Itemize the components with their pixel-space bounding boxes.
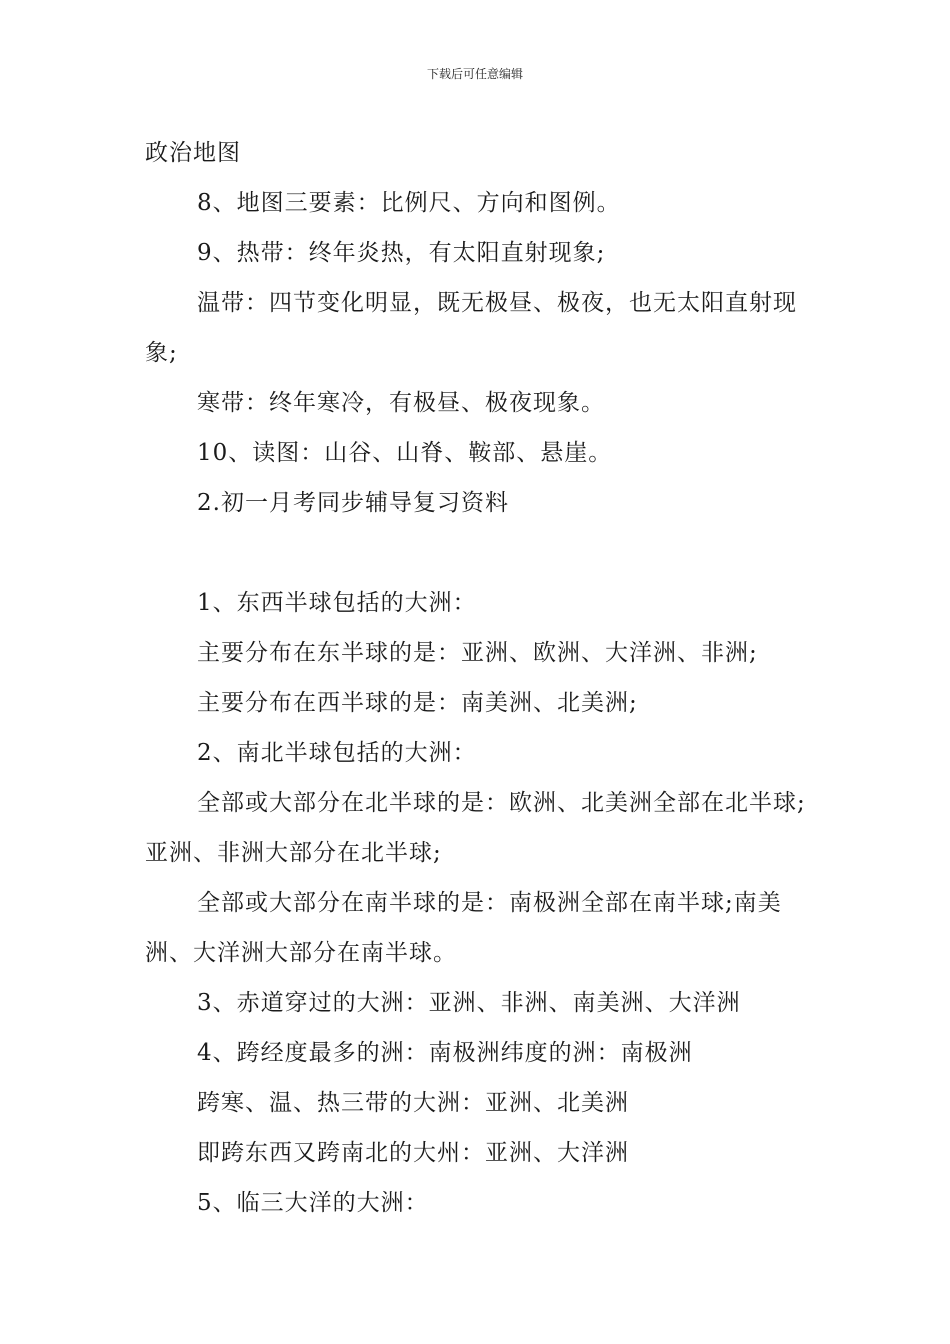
paragraph: 政治地图 xyxy=(145,140,241,166)
page-header: 下载后可任意编辑 xyxy=(426,67,523,81)
paragraph: 寒带：终年寒冷，有极昼、极夜现象。 xyxy=(197,390,605,416)
paragraph: 4、跨经度最多的洲：南极洲纬度的洲：南极洲 xyxy=(197,1040,693,1066)
paragraph: 全部或大部分在南半球的是：南极洲全部在南半球;南美洲、大洋洲大部分在南半球。 xyxy=(145,890,782,966)
paragraph: 主要分布在东半球的是：亚洲、欧洲、大洋洲、非洲; xyxy=(197,640,758,666)
paragraph: 跨寒、温、热三带的大洲：亚洲、北美洲 xyxy=(197,1090,629,1116)
paragraph: 即跨东西又跨南北的大州：亚洲、大洋洲 xyxy=(197,1140,629,1166)
paragraph: 5、临三大洋的大洲： xyxy=(197,1190,429,1216)
paragraph: 2、南北半球包括的大洲： xyxy=(197,740,477,766)
paragraph: 10、读图：山谷、山脊、鞍部、悬崖。 xyxy=(197,440,613,466)
paragraph: 全部或大部分在北半球的是：欧洲、北美洲全部在北半球;亚洲、非洲大部分在北半球; xyxy=(145,790,806,866)
paragraph: 主要分布在西半球的是：南美洲、北美洲; xyxy=(197,690,638,716)
blank-line xyxy=(145,528,809,578)
section-title: 2.初一月考同步辅导复习资料 xyxy=(197,490,509,516)
paragraph: 3、赤道穿过的大洲：亚洲、非洲、南美洲、大洋洲 xyxy=(197,990,741,1016)
document-body xyxy=(145,128,809,1228)
paragraph: 8、地图三要素：比例尺、方向和图例。 xyxy=(197,190,621,216)
paragraph: 9、热带：终年炎热，有太阳直射现象; xyxy=(197,240,606,266)
paragraph: 1、东西半球包括的大洲： xyxy=(197,590,477,616)
paragraph: 温带：四节变化明显，既无极昼、极夜，也无太阳直射现象; xyxy=(145,290,797,366)
